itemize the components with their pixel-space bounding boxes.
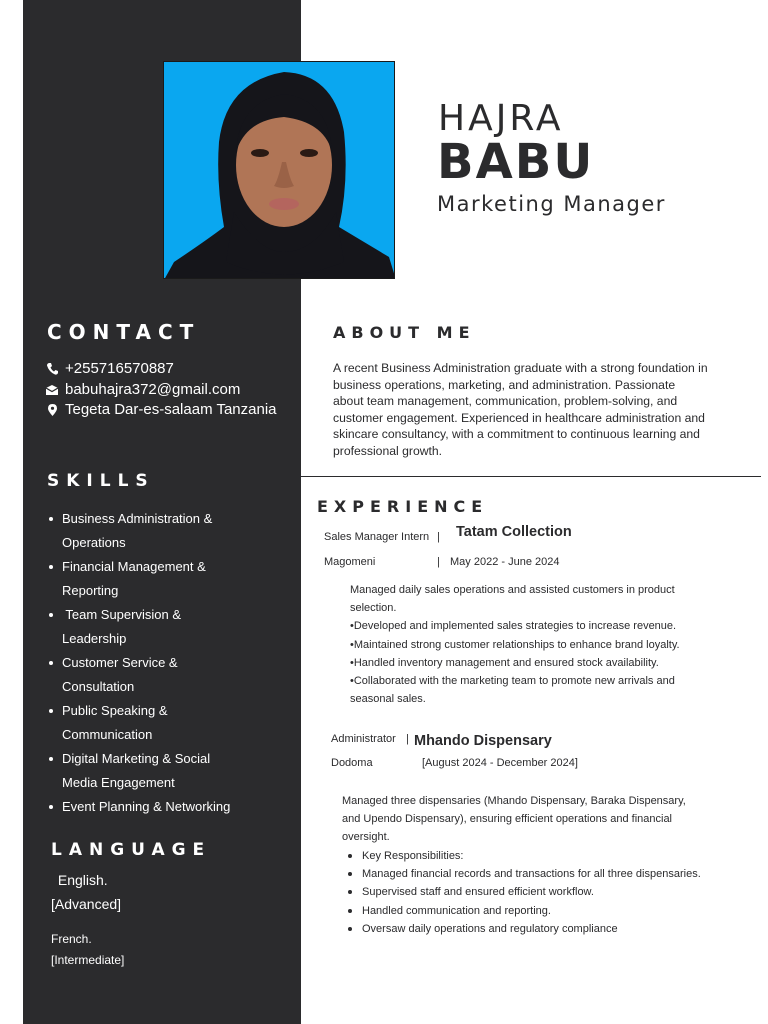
job2-description: Managed three dispensaries (Mhando Dispensary, Baraka Dispensary, and Upendo Dispensary), ensuring efficient operations and financial oversight. <box>342 795 686 844</box>
job1-separator-2: | <box>437 556 440 568</box>
phone-icon <box>45 362 59 376</box>
email-address: babuhajra372@gmail.com <box>65 381 241 398</box>
language-heading: LANGUAGE <box>51 840 212 860</box>
job1-description: Managed daily sales operations and assisted customers in product selection. •Developed and implemented sales strategies to increase revenue. •Maintained strong customer relationships to enhance brand loyalty. •Handled inventory management and ensured stock availability. •Collaborated with the marketing team to promote new arrivals and seasonal sales. <box>350 584 680 706</box>
skill-item: Financial Management & Reporting <box>47 555 267 603</box>
job2-location: Dodoma <box>331 757 373 769</box>
job2-role: Administrator <box>331 733 396 745</box>
list-item: Oversaw daily operations and regulatory compliance <box>346 920 701 938</box>
contact-heading: CONTACT <box>47 320 201 344</box>
skill-item: Event Planning & Networking <box>47 795 267 819</box>
section-divider <box>301 476 761 477</box>
skill-item: Customer Service & Consultation <box>47 651 267 699</box>
language-english-level: [Advanced] <box>51 896 122 912</box>
last-name: BABU <box>437 134 595 190</box>
skills-list <box>47 507 267 819</box>
about-text: A recent Business Administration graduate with a strong foundation in business operations, marketing, and administration. Passionate about team management, communication, problem-solving, and customer engagement. Experienced in healthcare administration and skincare consultancy, with a commitment to continuous learning and professional growth. <box>333 361 708 458</box>
skill-item: Business Administration & Operations <box>47 507 267 555</box>
job1-role: Sales Manager Intern <box>324 531 430 543</box>
skills-heading: SKILLS <box>47 471 155 491</box>
location-text: Tegeta Dar-es-salaam Tanzania <box>65 401 277 418</box>
mail-icon <box>45 383 59 397</box>
language-french-level: [Intermediate] <box>51 953 125 967</box>
location-pin-icon <box>45 403 59 417</box>
job2-company: Mhando Dispensary <box>414 733 552 749</box>
job1-dates: May 2022 - June 2024 <box>450 556 560 568</box>
first-name: HAJRA <box>438 98 564 139</box>
contact-location <box>45 401 277 418</box>
list-item: Managed financial records and transactions for all three dispensaries. <box>346 865 701 883</box>
job2-responsibilities <box>346 847 701 938</box>
contact-phone[interactable] <box>45 360 174 377</box>
language-english: English. <box>54 872 108 888</box>
profile-photo <box>163 61 395 279</box>
about-heading: ABOUT ME <box>333 323 476 342</box>
job2-separator: | <box>406 733 409 745</box>
list-item: Supervised staff and ensured efficient workflow. <box>346 883 701 901</box>
job1-company: Tatam Collection <box>456 524 572 540</box>
skill-item: Team Supervision & Leadership <box>47 603 267 651</box>
list-item: Key Responsibilities: <box>346 847 701 865</box>
list-item: Handled communication and reporting. <box>346 902 701 920</box>
contact-email[interactable] <box>45 381 240 398</box>
phone-number: +255716570887 <box>65 360 174 377</box>
language-french: French. <box>51 932 92 946</box>
job1-location: Magomeni <box>324 556 376 568</box>
job2-dates: [August 2024 - December 2024] <box>422 757 578 769</box>
skill-item: Digital Marketing & Social Media Engagement <box>47 747 267 795</box>
skill-item: Public Speaking & Communication <box>47 699 267 747</box>
job1-separator: | <box>437 531 440 543</box>
portrait-illustration <box>164 62 395 279</box>
job-title: Marketing Manager <box>437 192 666 216</box>
experience-heading: EXPERIENCE <box>317 497 489 516</box>
